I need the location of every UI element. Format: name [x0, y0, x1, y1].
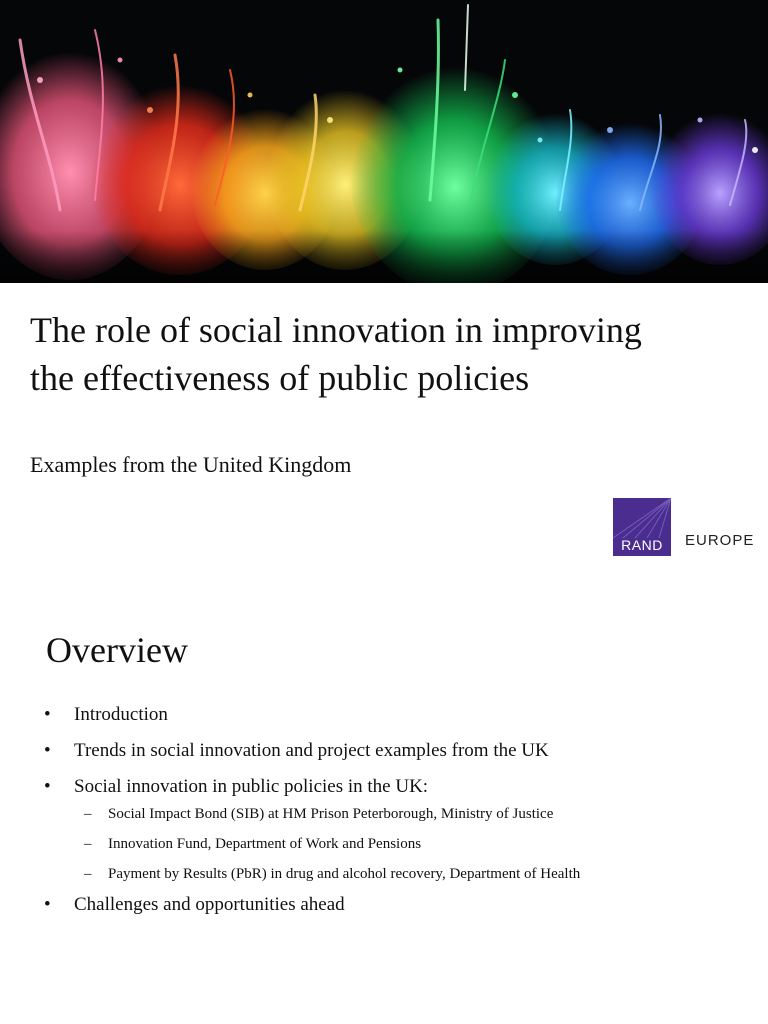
dash-glyph: – [84, 806, 92, 822]
dash-glyph: – [84, 836, 92, 852]
presentation-title [30, 306, 730, 402]
paint-splash-banner-image [0, 0, 768, 283]
bullet-text: Challenges and opportunities ahead [74, 894, 345, 915]
rand-europe-logo [613, 498, 763, 558]
bullet-text: Introduction [74, 704, 168, 725]
presentation-subtitle: Examples from the United Kingdom [30, 452, 352, 477]
sub-bullet-text: Innovation Fund, Department of Work and Pensions [108, 836, 422, 852]
logo-brand-text: RAND [621, 537, 663, 553]
title-line-2: the effectiveness of public policies [30, 358, 530, 398]
sub-bullet-item [74, 864, 744, 884]
sub-bullet-text: Social Impact Bond (SIB) at HM Prison Peterborough, Ministry of Justice [108, 806, 554, 822]
sub-bullet-item [74, 834, 744, 854]
sub-bullet-item [74, 804, 744, 824]
bullet-item [44, 892, 744, 918]
dash-glyph: – [84, 866, 92, 882]
bullet-item [44, 702, 744, 728]
sub-bullet-list [74, 804, 744, 884]
overview-slide [0, 590, 768, 1024]
bullet-item [44, 738, 744, 764]
bullet-glyph: • [44, 740, 51, 761]
overview-heading: Overview [46, 630, 188, 670]
logo-division-text: EUROPE [685, 532, 755, 549]
overview-bullet-list [44, 702, 744, 928]
title-line-1: The role of social innovation in improving [30, 310, 642, 350]
paint-splash-illustration [0, 0, 768, 283]
bullet-glyph: • [44, 776, 51, 797]
bullet-text: Social innovation in public policies in the UK: [74, 776, 429, 797]
sub-bullet-text: Payment by Results (PbR) in drug and alcohol recovery, Department of Health [108, 866, 581, 882]
bullet-item [44, 774, 744, 884]
rand-logo-mark [613, 498, 671, 556]
bullet-text: Trends in social innovation and project examples from the UK [74, 740, 549, 761]
bullet-glyph: • [44, 894, 51, 915]
bullet-glyph: • [44, 704, 51, 725]
